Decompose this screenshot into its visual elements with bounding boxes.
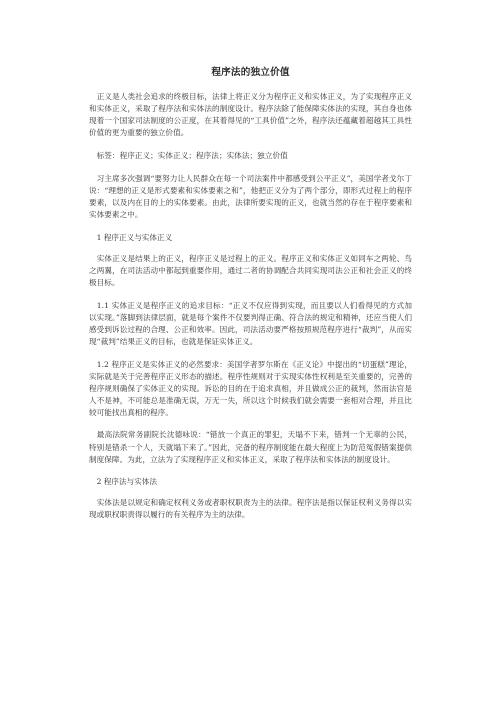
section-heading-2: 2 程序法与实体法 xyxy=(89,477,157,487)
paragraph-intro: 正义是人类社会追求的终极目标，法律上将正义分为程序正义和实体正义，为了实现程序正义和实体正义，采取了程序法和实体法的制度设计。程序法除了能保障实体法的实现，其自身也体现着一个国家司法制度的公正度，在其着得见的“工具价值”之外，程序法还蕴藏着超越其工具性价值的更为重要的独立价值。 xyxy=(89,92,412,138)
document-title: 程序法的独立价值 xyxy=(211,67,290,78)
document-page xyxy=(89,64,412,532)
paragraph-xi-quote: 习主席多次强调“要努力让人民群众在每一个司法案件中都感受到公平正义”，美国学者戈尔丁说：“理想的正义是形式要素和实体要素之和”，他把正义分为了两个部分，即形式过程上的程序要素，以及内在目的上的实体要素。由此，法律所要实现的正义，也就当然的存在于程序要素和实体要素之中。 xyxy=(89,173,412,220)
section-heading-1: 1 程序正义与实体正义 xyxy=(89,232,173,242)
paragraph-section-1: 实体正义是结果上的正义，程序正义是过程上的正义。程序正义和实体正义如同车之两轮、鸟之两翼，在司法活动中都起到重要作用，通过二者的协调配合共同实现司法公正和社会正义的终极目标。 xyxy=(89,253,412,288)
keywords-line: 标签：程序正义；实体正义；程序法；实体法；独立价值 xyxy=(89,150,288,160)
paragraph-1-2: 1.2 程序正义是实体正义的必然要求：美国学者罗尔斯在《正义论》中提出的“切蛋糕”理论，实际就是关于完善程序正义形态的描述。程序性规则对于实现实体性权利是至关重要的，完善的程序规则确保了实体正义的实现。诉讼的目的在于追求真相，并且做成公正的裁判，然而法官是人不是神，不可能总是准确无误，万无一失，所以这个时候我们就会需要一套相对合理，并且比较可能找出真相的程序。 xyxy=(89,359,412,417)
paragraph-shen-quote: 最高法院常务副院长沈德咏说：“错放一个真正的罪犯，天塌不下来，错判一个无辜的公民，特别是错杀一个人，天就塌下来了。”因此，完备的程序制度能在最大程度上为防范冤假错案提供制度保障。为此，立法为了实现程序正义和实体正义，采取了程序法和实体法的制度设计。 xyxy=(89,430,412,464)
paragraph-1-1: 1.1 实体正义是程序正义的追求目标：“正义不仅应得到实现，而且要以人们看得见的方式加以实现。”落脚到法律层面，就是每个案件不仅要判得正确、符合法的规定和精神，还应当使人们感受到诉讼过程的合理、公正和效率。因此，司法活动要严格按照规范程序进行“裁判”，从而实现“裁判”结果正义的目标，也就是保证实体正义。 xyxy=(89,300,412,346)
paragraph-section-2: 实体法是以规定和确定权利义务或者职权职责为主的法律。程序法是指以保证权利义务得以实现或职权职责得以履行的有关程序为主的法律。 xyxy=(89,498,412,520)
